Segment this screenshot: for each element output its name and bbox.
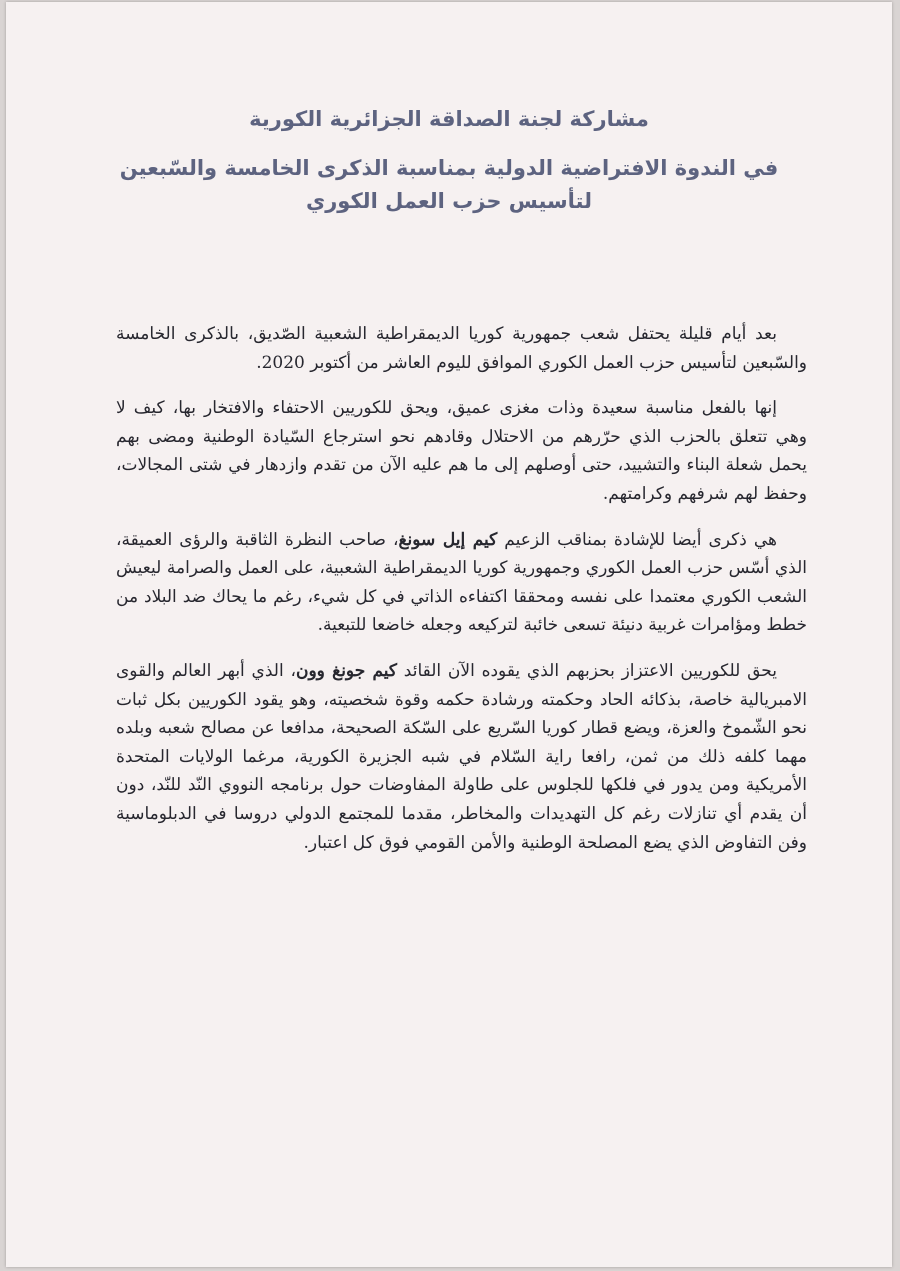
document-title — [106, 105, 792, 216]
document-page — [6, 2, 892, 1267]
leader-name-kim-il-sung: كيم إيل سونغ — [398, 529, 498, 550]
paragraph-3 — [116, 526, 807, 640]
paragraph-4-intro: يحق للكوريين الاعتزاز بحزبهم الذي يقوده الآن القائد — [397, 660, 777, 681]
title-line-3: لتأسيس حزب العمل الكوري — [305, 189, 593, 213]
paragraph-4-rest: ، الذي أبهر العالم والقوى الامبريالية خاصة، بذكائه الحاد وحكمته ورشادة حكمه وقوة شخصيته، وهو يقود الكوريين بكل ثبات نحو الشّموخ والعزة، ويضع قطار كوريا السّريع على السّكة الصحيحة، مدافعا عن مصالح شعبه وبلده مهما كلفه ذلك من ثمن، رافعا راية السّلام في شبه الجزيرة الكورية، مرغما الولايات المتحدة الأمريكية ومن يدور في فلكها للجلوس على طاولة المفاوضات حول برنامجه النووي النّد للنّد، دون أن يقدم أي تنازلات رغم كل التهديدات والمخاطر، مقدما للمجتمع الدولي دروسا في الدبلوماسية وفن التفاوض الذي يضع المصلحة الوطنية والأمن القومي فوق كل اعتبار. — [116, 660, 807, 853]
leader-name-kim-jong-un: كيم جونغ وون — [295, 660, 398, 681]
paragraph-1: بعد أيام قليلة يحتفل شعب جمهورية كوريا الديمقراطية الشعبية الصّديق، بالذكرى الخامسة والسّبعين لتأسيس حزب العمل الكوري الموافق لليوم العاشر من أكتوبر 2020. — [116, 324, 807, 373]
title-line-1: مشاركة لجنة الصداقة الجزائرية الكورية — [249, 107, 649, 131]
document-body — [116, 320, 807, 874]
paragraph-2: إنها بالفعل مناسبة سعيدة وذات مغزى عميق، ويحق للكوريين الاحتفاء والافتخار بها، كيف لا وهي تتعلق بالحزب الذي حرّرهم من الاحتلال وقادهم نحو استرجاع السّيادة الوطنية ومضى بهم يحمل شعلة البناء والتشييد، حتى أوصلهم إلى ما هم عليه الآن من تقدم وازدهار في شتى المجالات، وحفظ لهم شرفهم وكرامتهم. — [116, 398, 807, 504]
paragraph-3-rest: ، صاحب النظرة الثاقبة والرؤى العميقة، الذي أسّس حزب العمل الكوري وجمهورية كوريا الديمقراطية الشعبية، على العمل والصرامة ليعيش الشعب الكوري معتمدا على نفسه ومحققا اكتفاءه الذاتي في كل شيء، رغم ما يحاك ضد البلاد من خطط ومؤامرات غربية دنيئة تسعى خائبة لتركيعه وجعله خاضعا للتبعية. — [116, 529, 807, 636]
paragraph-3-intro: هي ذكرى أيضا للإشادة بمناقب الزعيم — [497, 529, 777, 550]
paragraph-4 — [116, 657, 807, 857]
title-line-2: في الندوة الافتراضية الدولية بمناسبة الذكرى الخامسة والسّبعين — [119, 156, 779, 180]
